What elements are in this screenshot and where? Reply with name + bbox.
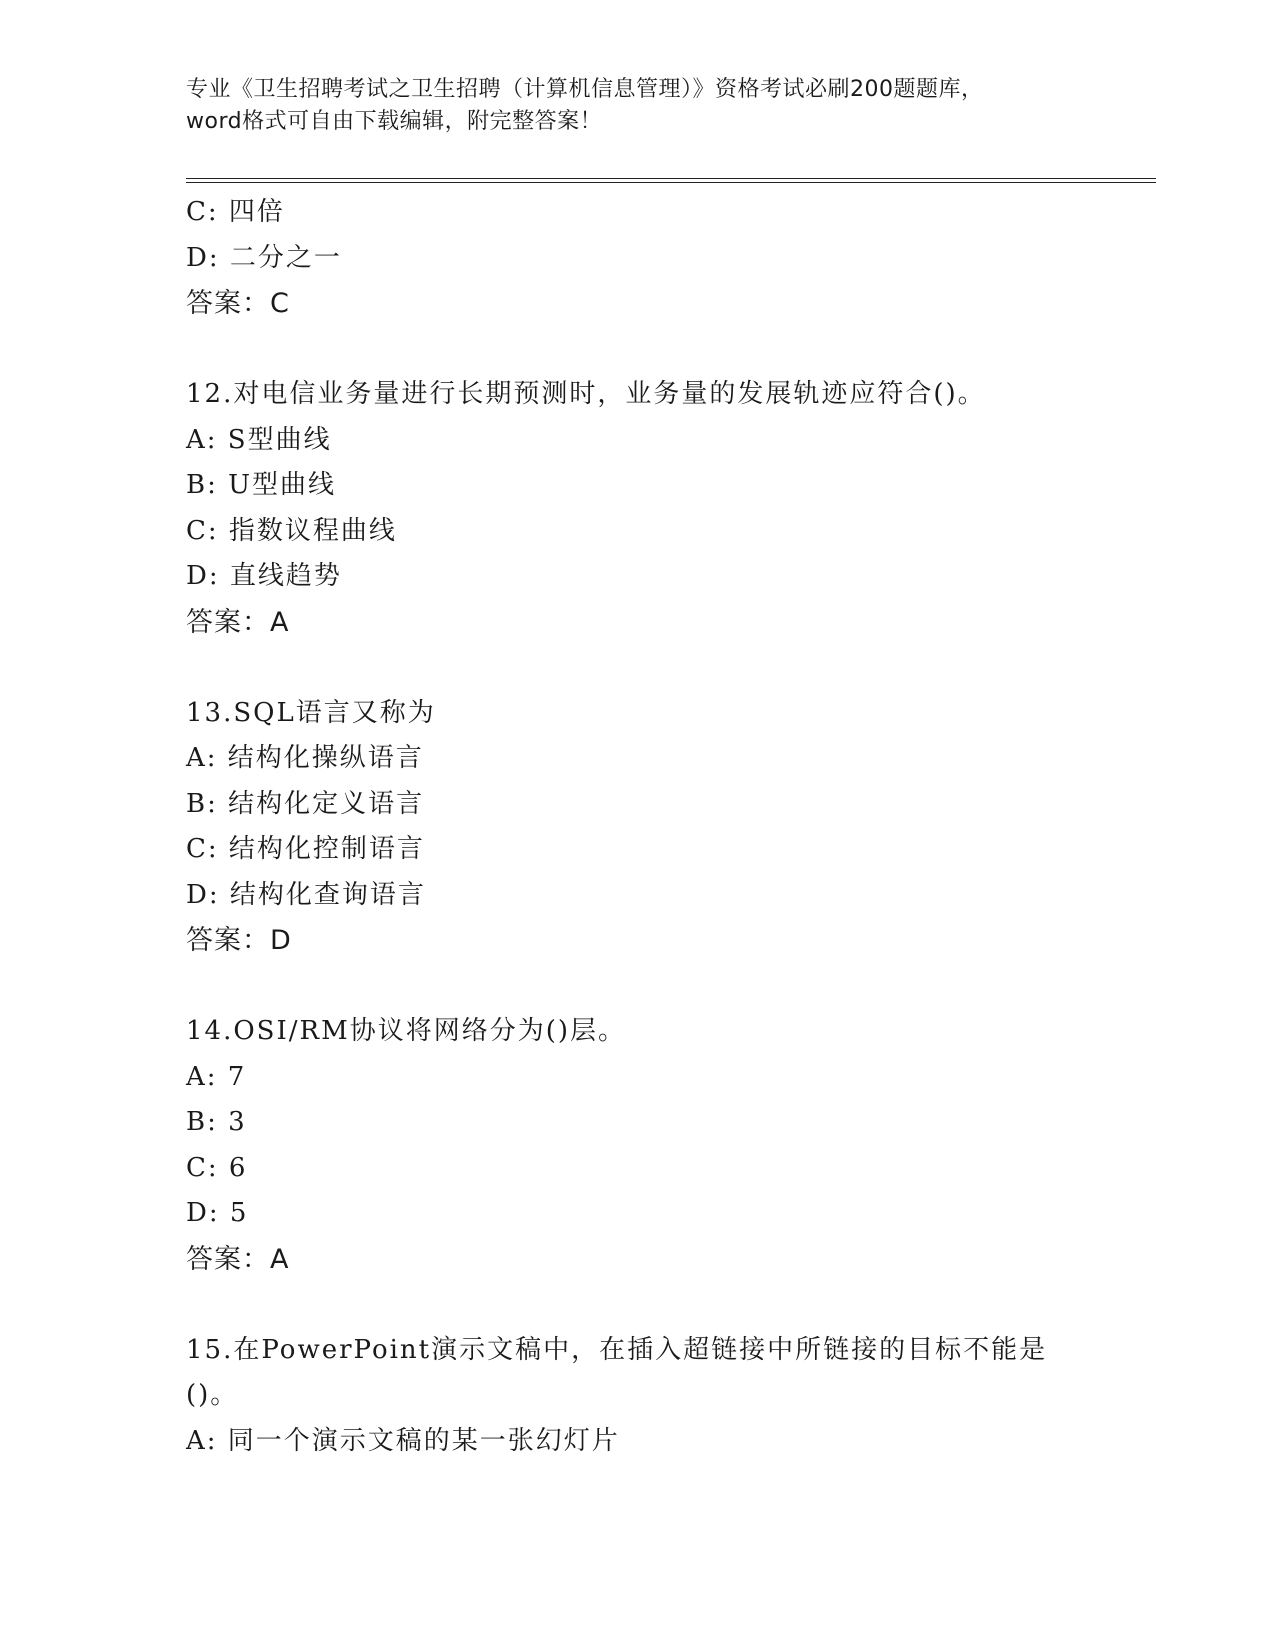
- question-15: [186, 1328, 1116, 1465]
- question-stem-continued: ()。: [186, 1380, 239, 1410]
- option-d: D: 直线趋势: [186, 561, 342, 591]
- question-14: [186, 1009, 1116, 1282]
- question-13: [186, 691, 1116, 964]
- question-12: [186, 372, 1116, 645]
- option-c: C: 6: [186, 1152, 248, 1183]
- document-header: [186, 74, 1086, 138]
- question-stem: 13.SQL语言又称为: [186, 697, 436, 728]
- option-c: C: 结构化控制语言: [186, 834, 425, 864]
- question-stem: 15.在PowerPoint演示文稿中，在插入超链接中所链接的目标不能是: [186, 1334, 1048, 1365]
- option-d: D: 5: [186, 1198, 249, 1228]
- option-a: A: 同一个演示文稿的某一张幻灯片: [186, 1425, 620, 1456]
- header-title-line-1: 专业《卫生招聘考试之卫生招聘（计算机信息管理）》资格考试必刷200题题库，: [186, 77, 984, 102]
- spacer: [186, 1282, 1116, 1328]
- option-d: D: 二分之一: [186, 242, 342, 273]
- question-stem: 14.OSI/RM协议将网络分为()层。: [186, 1016, 626, 1046]
- option-c: C: 四倍: [186, 197, 285, 227]
- question-11-continuation: [186, 190, 1116, 327]
- answer-line: 答案：D: [186, 925, 292, 956]
- header-divider-bottom: [186, 182, 1156, 183]
- option-a: A: 7: [186, 1061, 247, 1092]
- option-a: A: S型曲线: [186, 424, 332, 455]
- header-divider-top: [186, 178, 1156, 179]
- header-title-line-2: word格式可自由下载编辑，附完整答案！: [186, 109, 603, 134]
- spacer: [186, 645, 1116, 691]
- option-a: A: 结构化操纵语言: [186, 743, 424, 773]
- option-d: D: 结构化查询语言: [186, 879, 426, 910]
- question-stem: 12.对电信业务量进行长期预测时，业务量的发展轨迹应符合()。: [186, 379, 986, 409]
- answer-line: 答案：C: [186, 288, 290, 319]
- option-b: B: U型曲线: [186, 470, 337, 500]
- spacer: [186, 327, 1116, 373]
- question-list: [186, 190, 1116, 1464]
- answer-line: 答案：A: [186, 606, 290, 638]
- answer-line: 答案：A: [186, 1243, 290, 1275]
- option-b: B: 结构化定义语言: [186, 788, 425, 819]
- option-b: B: 3: [186, 1107, 247, 1137]
- option-c: C: 指数议程曲线: [186, 515, 397, 546]
- spacer: [186, 964, 1116, 1010]
